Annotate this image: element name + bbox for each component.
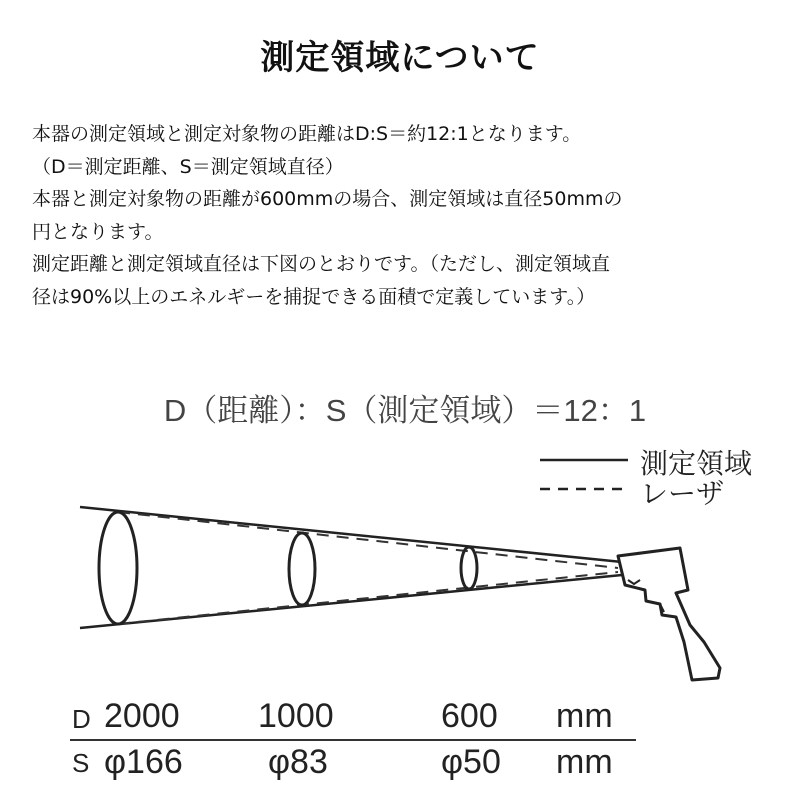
description-line: 本器の測定領域と測定対象物の距離はD:S＝約12:1となります。 [32,123,582,145]
legend-dashed-label: レーザ [640,478,725,509]
thermometer-icon [618,548,720,680]
table-divider [70,739,636,741]
description-line: 円となります。 [32,220,164,243]
table-d-label: D [72,704,91,734]
table-d-value: 2000 [104,697,180,735]
description-line: 径は90%以上のエネルギーを捕捉できる面積で定義しています。） [32,285,596,308]
area-ellipse-600 [461,547,477,589]
table-d-value: 600 [441,697,498,735]
table-s-value: φ83 [268,743,328,781]
description-line: （D＝測定距離、S＝測定領域直径） [32,155,344,178]
table-s-label: S [72,748,90,778]
table-d-unit: mm [556,697,613,735]
table-s-value: φ50 [441,743,501,781]
page-title: 測定領域について [260,38,540,78]
table-s-unit: mm [556,743,613,781]
laser-upper [118,512,618,568]
area-ellipse-1000 [289,533,315,605]
area-ellipse-2000 [99,512,137,624]
description-line: 本器と測定対象物の距離が600mmの場合、測定領域は直径50mmの [32,188,623,210]
measurement-cone-upper [80,507,622,562]
description-line: 測定距離と測定領域直径は下図のとおりです。（ただし、測定領域直 [32,253,610,275]
table-d-value: 1000 [258,697,334,735]
table-s-value: φ166 [104,743,183,781]
legend-solid-label: 測定領域 [640,448,753,479]
ratio-label: D（距離）：S（測定領域）＝12：1 [163,393,647,428]
